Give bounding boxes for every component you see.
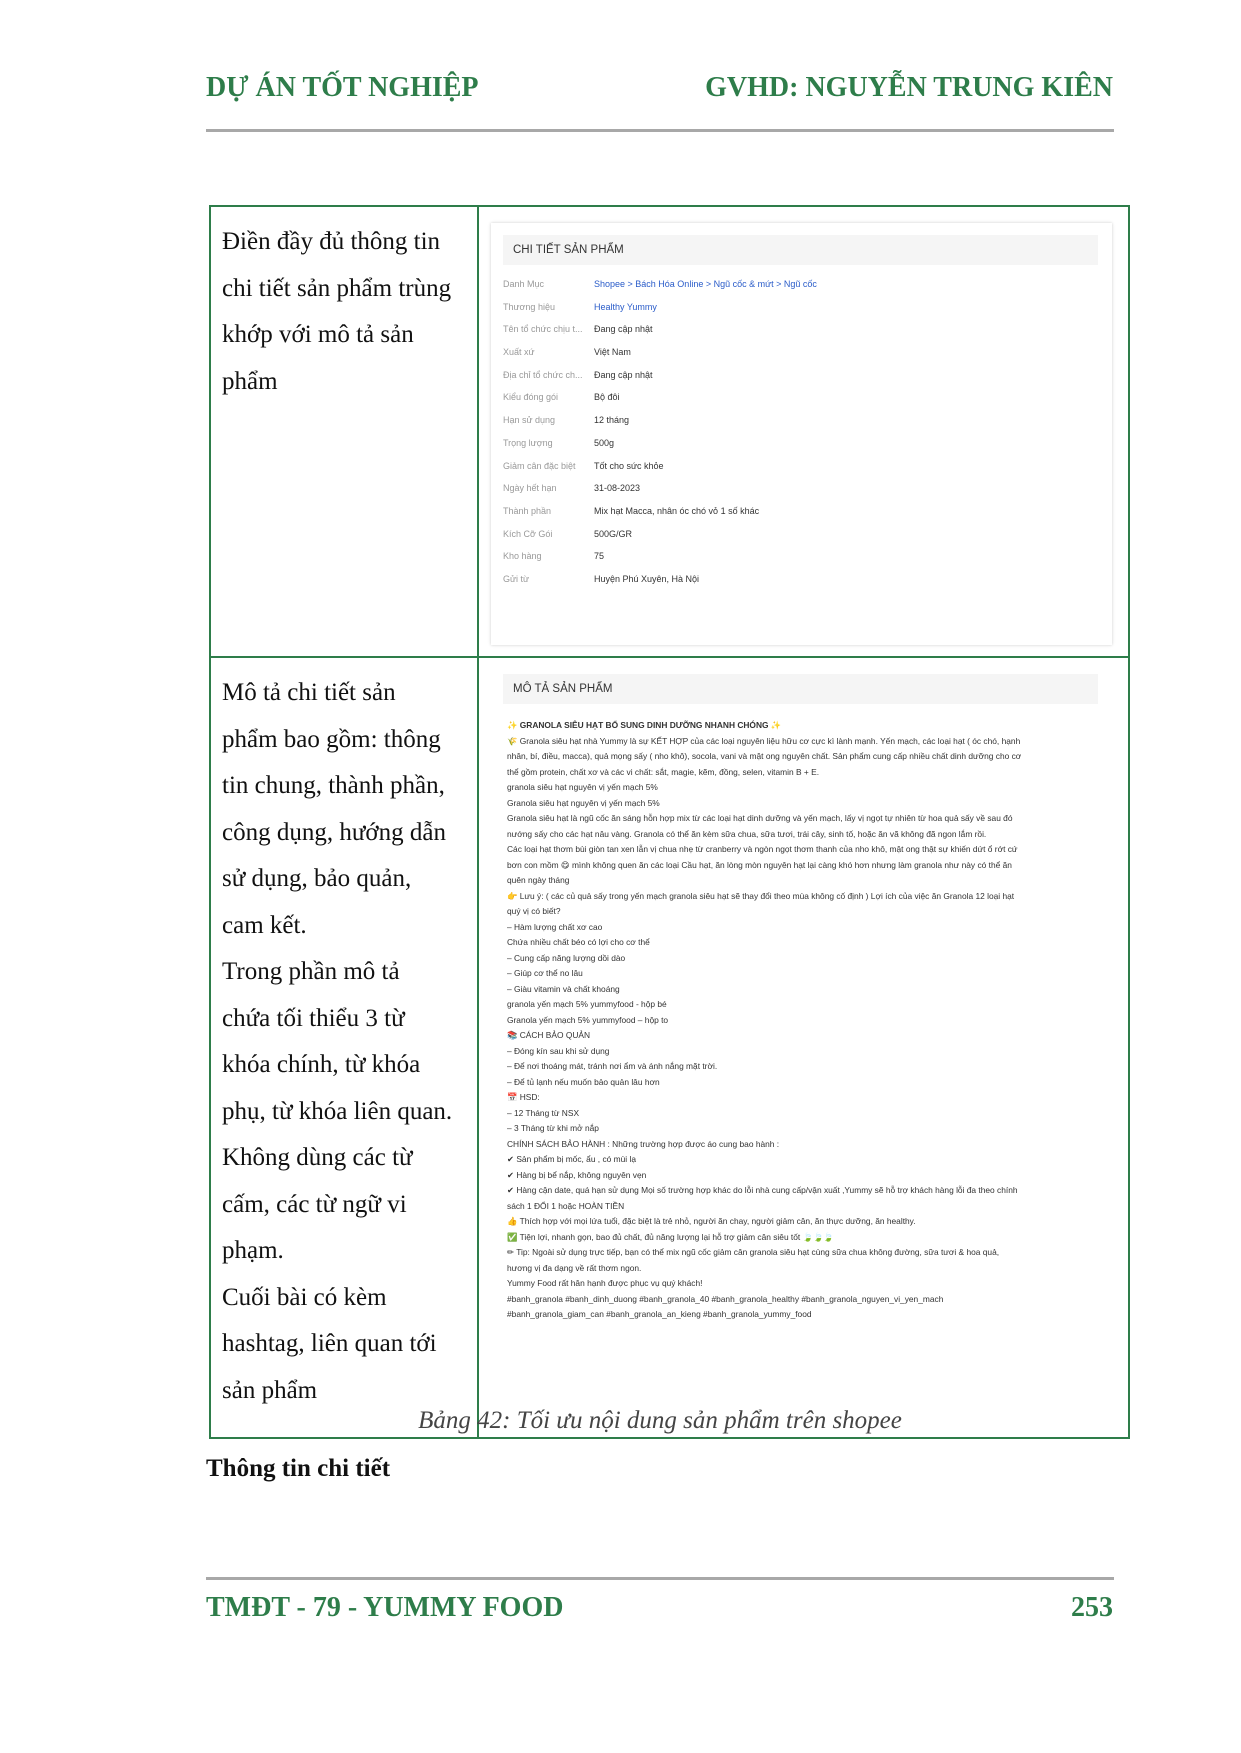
cell-text-line: tin chung, thành phần, [222, 772, 445, 799]
row2-screenshot-cell [478, 657, 1129, 1438]
detail-label: Kích Cỡ Gói [503, 528, 553, 539]
description-line: Granola siêu hạt là ngũ cốc ăn sáng hỗn hợp mix từ các loại hạt dinh dưỡng và yến mạch, lấy vị ngọt tự nhiên từ hoa quả sấy về sau đó [507, 813, 1013, 823]
description-line: – 3 Tháng từ khi mở nắp [507, 1123, 599, 1133]
description-line: granola yến mạch 5% yummyfood - hộp bé [507, 999, 667, 1009]
description-line: – Để tủ lạnh nếu muốn bảo quản lâu hơn [507, 1076, 660, 1087]
description-line: ✏ Tip: Ngoài sử dụng trực tiếp, bạn có thể mix ngũ cốc giảm cân granola siêu hạt cùng sữa chua không đường, sữa tươi & hoa quả, [507, 1247, 1000, 1257]
detail-value: 31-08-2023 [594, 483, 641, 494]
detail-row [503, 324, 1098, 347]
detail-label: Trọng lượng [503, 437, 553, 448]
row1-screenshot-cell [478, 206, 1129, 657]
description-line: – 12 Tháng từ NSX [507, 1107, 580, 1118]
detail-row [503, 506, 1098, 529]
cell-text-line: chứa tối thiểu 3 từ [222, 1004, 405, 1032]
cell-text-line: hashtag, liên quan tới [222, 1330, 437, 1357]
cell-text-line: sản phẩm [222, 1376, 318, 1404]
detail-value[interactable]: Shopee > Bách Hóa Online > Ngũ cốc & mứt > Ngũ cốc [594, 279, 817, 289]
detail-label: Tên tổ chức chịu t... [503, 324, 583, 335]
detail-row [503, 574, 1098, 597]
description-line: 👍 Thích hợp với mọi lứa tuổi, đặc biệt là trẻ nhỏ, người ăn chay, người giảm cân, ăn thực dưỡng, ăn healthy. [507, 1216, 916, 1226]
description-line: 📅 HSD: [507, 1092, 540, 1102]
detail-row [503, 302, 1098, 325]
detail-label: Kiểu đóng gói [503, 392, 559, 403]
description-line: – Đóng kín sau khi sử dụng [507, 1045, 610, 1056]
detail-value: Bộ đôi [594, 392, 620, 403]
description-line: thể gồm protein, chất xơ và các vi chất: sắt, magie, kẽm, đồng, selen, vitamin B + E. [507, 766, 820, 777]
description-line: ✅ Tiện lợi, nhanh gọn, bao đủ chất, đủ năng lượng lại hỗ trợ giảm cân siêu tốt 🍃🍃🍃 [507, 1231, 834, 1242]
description-line: quên ngày tháng [507, 875, 570, 885]
section-heading: Thông tin chi tiết [206, 1455, 391, 1482]
cell-text-line: chi tiết sản phẩm trùng [222, 274, 452, 302]
detail-value: Mix hạt Macca, nhân óc chó vỏ 1 số khác [594, 505, 760, 516]
description-text [503, 718, 1098, 1323]
detail-row [503, 438, 1098, 461]
detail-row [503, 415, 1098, 438]
cell-text-line: khóa chính, từ khóa [222, 1051, 421, 1078]
description-line: – Cung cấp năng lượng dồi dào [507, 952, 626, 963]
detail-value: 500G/GR [594, 528, 633, 539]
detail-value: Đang cập nhật [594, 369, 653, 380]
description-line: granola siêu hạt nguyên vị yến mạch 5% [507, 782, 658, 792]
header-advisor: GVHD: NGUYỄN TRUNG KIÊN [705, 72, 1113, 103]
detail-row [503, 347, 1098, 370]
header-project-title: DỰ ÁN TỐT NGHIỆP [206, 72, 479, 103]
description-line: nướng sấy cho các hạt nâu vàng. Granola có thể ăn kèm sữa chua, sữa tươi, trái cây, sinh tố, hoặc ăn vã không đã ngon lắm rồi. [507, 828, 987, 839]
description-line: #banh_granola_giam_can #banh_granola_an_kieng #banh_granola_yummy_food [507, 1309, 812, 1319]
page-header [206, 72, 1113, 112]
detail-value: Việt Nam [594, 347, 631, 358]
row1-description [210, 206, 478, 657]
detail-rows [503, 279, 1098, 597]
header-divider [206, 129, 1114, 132]
description-line: – Để nơi thoáng mát, tránh nơi ẩm và ánh nắng mặt trời. [507, 1061, 718, 1071]
cell-text-line: phẩm bao gồm: thông [222, 725, 441, 753]
description-line: ✔ Hàng bị bể nắp, không nguyên vẹn [507, 1169, 647, 1180]
description-line: 📚 CÁCH BẢO QUẢN [507, 1030, 591, 1040]
cell-text-line: phẩm [222, 367, 278, 395]
cell-text-line: khớp với mô tả sản [222, 321, 414, 348]
page-number: 253 [1071, 1592, 1113, 1623]
cell-text-line: Cuối bài có kèm [222, 1283, 387, 1311]
description-line: ✨ GRANOLA SIÊU HẠT BỔ SUNG DINH DƯỠNG NHANH CHÓNG ✨ [507, 720, 782, 730]
detail-row [503, 279, 1098, 302]
detail-row [503, 370, 1098, 393]
cell-text-line: Trong phần mô tả [222, 958, 400, 985]
detail-row [503, 529, 1098, 552]
description-line: ✔ Sản phẩm bị mốc, ẩu , có mùi lạ [507, 1154, 636, 1164]
description-line: nhân, bí, điều, macca), quả mọng sấy ( nho khô), socola, vani và mật ong nguyên chất. Sản phẩm cung cấp nhiều chất dinh dưỡng cho cơ [507, 751, 1022, 761]
cell-text-line: phụ, từ khóa liên quan. [222, 1097, 453, 1125]
description-line: bơn con mồm 😋 mình không quen ăn các loại Cầu hạt, ăn lòng mòn nguyên hạt lại càng khó hơn nhưng làm granola như này có thể ăn [507, 859, 1012, 870]
footer-divider [206, 1577, 1114, 1580]
table-caption: Bảng 42: Tối ưu nội dung sản phẩm trên shopee [418, 1407, 902, 1434]
detail-row [503, 461, 1098, 484]
detail-label: Giảm cân đặc biệt [503, 460, 576, 471]
description-line: quý vị có biết? [507, 906, 561, 916]
detail-row [503, 392, 1098, 415]
detail-value: 12 tháng [594, 415, 630, 426]
detail-label: Xuất xứ [503, 347, 535, 358]
description-line: sách 1 ĐỔI 1 hoặc HOÀN TIỀN [507, 1200, 625, 1211]
description-line: – Giàu vitamin và chất khoáng [507, 983, 620, 994]
description-line: CHÍNH SÁCH BẢO HÀNH : Những trường hợp được áo cung bao hành : [507, 1138, 780, 1149]
row2-description [210, 657, 478, 1438]
detail-value: Đang cập nhật [594, 324, 653, 335]
detail-label: Kho hàng [503, 551, 542, 562]
description-line: 🌾 Granola siêu hạt nhà Yummy là sự KẾT HỢP của các loại nguyên liệu hữu cơ cực kì lành mạnh. Yến mạch, các loại hạt ( óc chó, hạnh [507, 735, 1021, 746]
description-line: hương vị đa dạng về rất thơm ngon. [507, 1262, 642, 1273]
cell-text-line: Điền đầy đủ thông tin [222, 228, 441, 255]
cell-text-line: sử dụng, bảo quản, [222, 865, 412, 892]
product-description-screenshot [491, 666, 1112, 1333]
detail-value: 75 [594, 551, 605, 562]
description-line: Granola yến mạch 5% yummyfood – hộp to [507, 1014, 669, 1025]
detail-row [503, 483, 1098, 506]
cell-text-line: cam kết. [222, 911, 307, 939]
detail-row [503, 551, 1098, 574]
cell-text-line: công dụng, hướng dẫn [222, 818, 446, 846]
description-line: Chứa nhiều chất béo có lợi cho cơ thể [507, 937, 650, 947]
description-line: – Giúp cơ thể no lâu [507, 968, 583, 978]
description-line: Yummy Food rất hân hạnh được phục vụ quý khách! [507, 1278, 703, 1288]
content-table [209, 205, 1130, 1439]
detail-label: Gửi từ [503, 573, 530, 584]
description-line: #banh_granola #banh_dinh_duong #banh_granola_40 #banh_granola_healthy #banh_granola_nguyen_vi_yen_mach [507, 1293, 944, 1304]
detail-label: Thành phần [503, 505, 552, 516]
detail-label: Hạn sử dụng [503, 415, 556, 426]
product-detail-screenshot [491, 223, 1112, 645]
detail-label: Ngày hết hạn [503, 483, 557, 494]
detail-value: Tốt cho sức khỏe [594, 460, 664, 471]
detail-value: 500g [594, 437, 615, 448]
description-line: Các loại hạt thơm bùi giòn tan xen lẫn vị chua nhẹ từ cranberry và ngòn ngọt thơm thanh của nho khô, mật ong thật sự khiến dứt ổ rớt cứ [507, 844, 1018, 854]
detail-label: Địa chỉ tổ chức ch... [503, 369, 583, 380]
detail-label: Danh Mục [503, 279, 545, 289]
detail-section-title: CHI TIẾT SẢN PHẨM [503, 235, 1098, 265]
detail-value: Huyện Phú Xuyên, Hà Nội [594, 573, 700, 584]
footer-title: TMĐT - 79 - YUMMY FOOD [206, 1592, 564, 1623]
cell-text-line: Không dùng các từ [222, 1144, 413, 1171]
description-line: Granola siêu hạt nguyên vị yến mạch 5% [507, 797, 660, 808]
description-line: – Hàm lượng chất xơ cao [507, 921, 603, 932]
detail-value[interactable]: Healthy Yummy [594, 301, 657, 312]
description-line: ✔ Hàng cận date, quá hạn sử dụng Mọi số trường hợp khác do lỗi nhà cung cấp/vận xuất ,Yummy sẽ hỗ trợ khách hàng lỗi đa theo chính [507, 1185, 1018, 1195]
cell-text-line: Mô tả chi tiết sản [222, 679, 396, 706]
cell-text-line: cấm, các từ ngữ vi [222, 1190, 407, 1218]
detail-label: Thương hiệu [503, 301, 555, 312]
cell-text-line: phạm. [222, 1237, 284, 1264]
description-line: 👉 Lưu ý: ( các củ quả sấy trong yến mạch granola siêu hạt sẽ thay đổi theo mùa không cố định ) Lợi ích của việc ăn Granola 12 loại hạt [507, 890, 1015, 901]
description-section-title: MÔ TẢ SẢN PHẨM [503, 674, 1098, 704]
